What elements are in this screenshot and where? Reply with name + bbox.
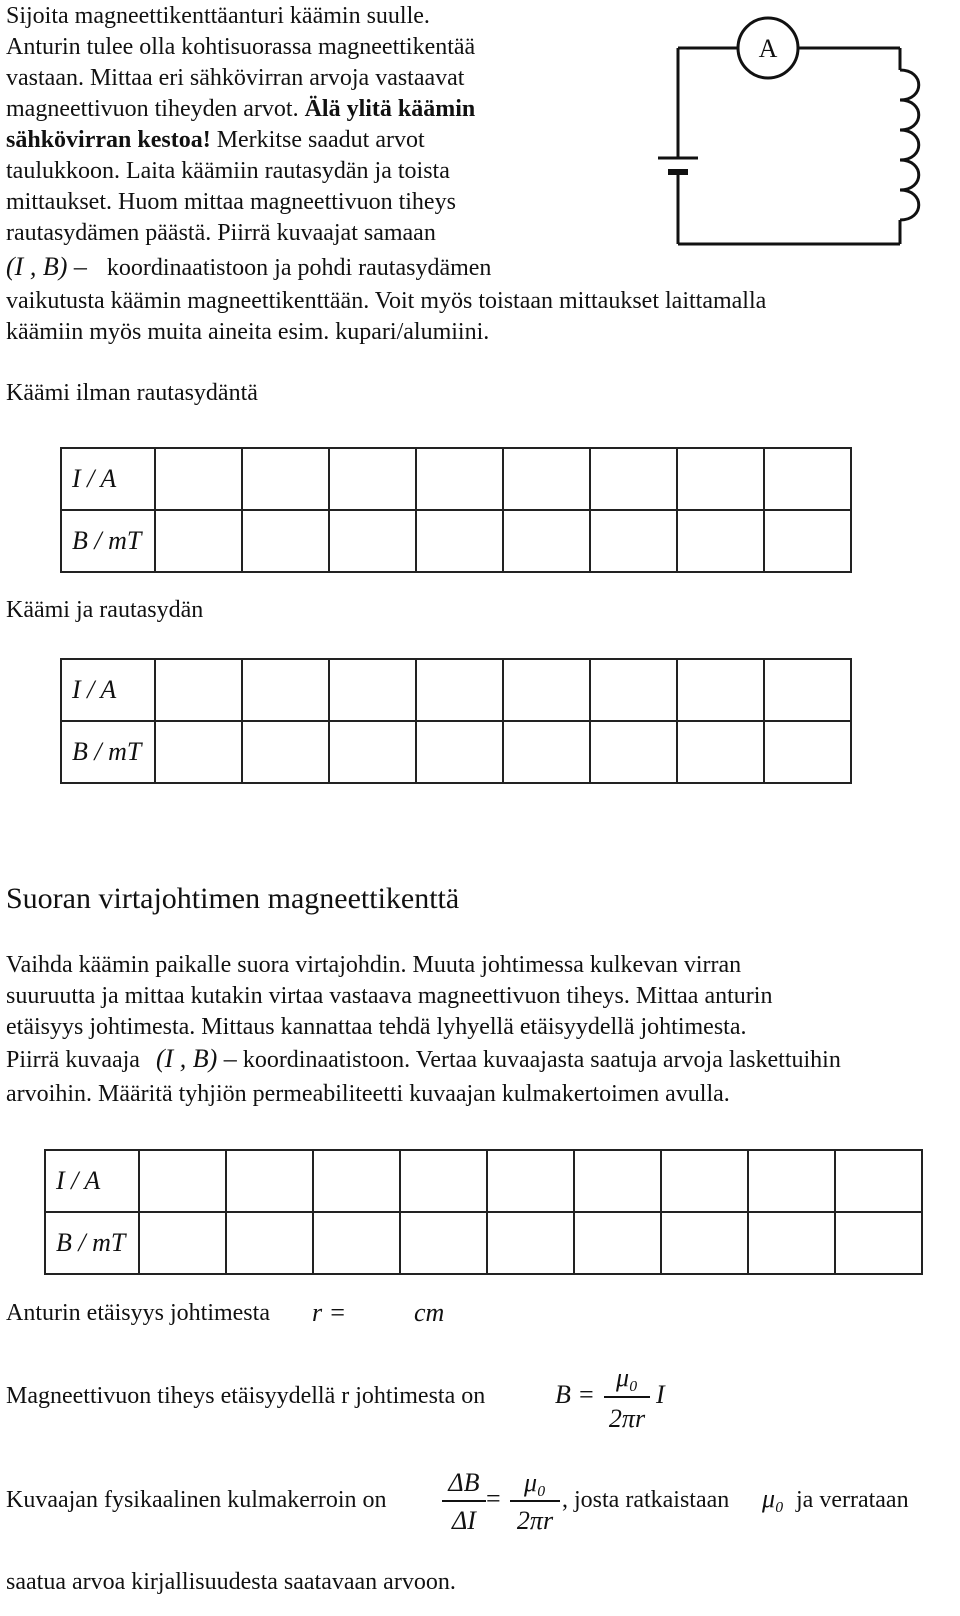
table3-cell[interactable] xyxy=(400,1150,487,1212)
intro-line-8: rautasydämen päästä. Piirrä kuvaajat samaan xyxy=(6,220,436,246)
section2-line-5: arvoihin. Määritä tyhjiön permeabiliteetti kuvaajan kulmakertoimen avulla. xyxy=(6,1081,730,1107)
table2-row-field xyxy=(61,721,851,783)
table3-cell[interactable] xyxy=(400,1212,487,1274)
plot-pair: (I , B) – xyxy=(155,1044,237,1073)
table3-cell[interactable] xyxy=(313,1212,400,1274)
intro-line-5 xyxy=(6,128,425,152)
section2-line-1: Vaihda käämin paikalle suora virtajohdin. Muuta johtimessa kulkevan virran xyxy=(6,952,742,978)
table3-cell[interactable] xyxy=(574,1212,661,1274)
table2-cell[interactable] xyxy=(416,659,503,721)
formula1-lhs: B = xyxy=(555,1380,595,1409)
formula2-mid: , josta ratkaistaan xyxy=(562,1487,730,1513)
table2-label-field: B / mT xyxy=(61,721,155,783)
table2-cell[interactable] xyxy=(242,721,329,783)
table2-cell[interactable] xyxy=(590,659,677,721)
table2-cell[interactable] xyxy=(503,659,590,721)
table3-row-current xyxy=(45,1150,922,1212)
table3-cell[interactable] xyxy=(487,1150,574,1212)
table1-cell[interactable] xyxy=(242,448,329,510)
formula2-denominator-2: 2πr xyxy=(516,1506,554,1535)
table3 xyxy=(44,1149,923,1275)
formula2-end: ja verrataan xyxy=(796,1487,909,1513)
ammeter-label: A xyxy=(758,34,778,63)
formula2-fraction-bar-1 xyxy=(442,1500,486,1502)
circuit-diagram xyxy=(650,8,950,253)
table1-cell[interactable] xyxy=(155,448,242,510)
intro-line-1: Sijoita magneettikenttäanturi käämin suulle. xyxy=(6,3,430,29)
formula1-numerator: μ₀ xyxy=(615,1363,639,1392)
table1-cell[interactable] xyxy=(416,448,503,510)
intro-line-10: vaikutusta käämin magneettikenttään. Voit myös toistaan mittaukset laittamalla xyxy=(6,288,767,314)
intro-line-2: Anturin tulee olla kohtisuorassa magneettikentää xyxy=(6,34,476,60)
table2-cell[interactable] xyxy=(416,721,503,783)
table2 xyxy=(60,658,852,784)
warning-part-2: sähkövirran kestoa! xyxy=(6,127,211,153)
formula1-fraction-bar xyxy=(604,1396,650,1398)
table1-caption: Käämi ilman rautasydäntä xyxy=(6,380,258,406)
intro-line-7: mittaukset. Huom mittaa magneettivuon tiheys xyxy=(6,189,456,215)
intro-line-3: vastaan. Mittaa eri sähkövirran arvoja vastaavat xyxy=(6,65,465,91)
table3-row-field xyxy=(45,1212,922,1274)
table2-cell[interactable] xyxy=(155,659,242,721)
plot-prefix: Piirrä kuvaaja xyxy=(6,1047,140,1073)
table1-cell[interactable] xyxy=(329,448,416,510)
coord-pair: (I , B) – xyxy=(6,252,87,281)
formula1-text: Magneettivuon tiheys etäisyydellä r johtimesta on xyxy=(6,1383,486,1409)
table1-cell[interactable] xyxy=(590,448,677,510)
table1-cell[interactable] xyxy=(590,510,677,572)
table2-cell[interactable] xyxy=(677,659,764,721)
table2-cell[interactable] xyxy=(155,721,242,783)
formula2-text: Kuvaajan fysikaalinen kulmakerroin on xyxy=(6,1487,387,1513)
table3-cell[interactable] xyxy=(226,1212,313,1274)
distance-text: Anturin etäisyys johtimesta xyxy=(6,1300,270,1326)
section2-title: Suoran virtajohtimen magneettikenttä xyxy=(6,882,460,915)
table3-label-field: B / mT xyxy=(45,1212,139,1274)
table3-cell[interactable] xyxy=(748,1212,835,1274)
table1-cell[interactable] xyxy=(155,510,242,572)
table2-cell[interactable] xyxy=(242,659,329,721)
warning-part-1: Älä ylitä käämin xyxy=(304,96,476,122)
table3-cell[interactable] xyxy=(748,1150,835,1212)
table1 xyxy=(60,447,852,573)
table3-cell[interactable] xyxy=(574,1150,661,1212)
intro-line-6: taulukkoon. Laita käämiin rautasydän ja toista xyxy=(6,158,450,184)
section2-line-3: etäisyys johtimesta. Mittaus kannattaa tehdä lyhyellä etäisyydellä johtimesta. xyxy=(6,1014,747,1040)
table2-cell[interactable] xyxy=(764,721,851,783)
table2-cell[interactable] xyxy=(590,721,677,783)
table1-cell[interactable] xyxy=(329,510,416,572)
table1-cell[interactable] xyxy=(677,510,764,572)
intro-line-4-text: magneettivuon tiheyden arvot. xyxy=(6,96,299,122)
table2-cell[interactable] xyxy=(764,659,851,721)
table1-row-field xyxy=(61,510,851,572)
formula1-denominator: 2πr xyxy=(608,1404,646,1433)
section2-line-2: suuruutta ja mittaa kutakin virtaa vastaava magneettivuon tiheys. Mittaa anturin xyxy=(6,983,773,1009)
table1-label-current: I / A xyxy=(61,448,155,510)
table1-cell[interactable] xyxy=(677,448,764,510)
coord-rest: koordinaatistoon ja pohdi rautasydämen xyxy=(106,255,492,281)
table2-cell[interactable] xyxy=(329,659,416,721)
distance-symbol: r = xyxy=(312,1298,347,1327)
table3-cell[interactable] xyxy=(487,1212,574,1274)
formula2-numerator-1: ΔB xyxy=(448,1468,480,1497)
table2-cell[interactable] xyxy=(503,721,590,783)
table1-cell[interactable] xyxy=(242,510,329,572)
table3-cell[interactable] xyxy=(661,1212,748,1274)
table1-cell[interactable] xyxy=(503,448,590,510)
table3-cell[interactable] xyxy=(835,1150,922,1212)
table3-label-current: I / A xyxy=(45,1150,139,1212)
table1-row-current xyxy=(61,448,851,510)
table3-cell[interactable] xyxy=(226,1150,313,1212)
table3-cell[interactable] xyxy=(313,1150,400,1212)
formula2-last-line: saatua arvoa kirjallisuudesta saatavaan arvoon. xyxy=(6,1569,456,1595)
formula2-fraction-bar-2 xyxy=(510,1500,560,1502)
table1-cell[interactable] xyxy=(416,510,503,572)
table2-caption: Käämi ja rautasydän xyxy=(6,597,204,623)
table3-cell[interactable] xyxy=(139,1150,226,1212)
table3-cell[interactable] xyxy=(139,1212,226,1274)
table3-cell[interactable] xyxy=(835,1212,922,1274)
table2-row-current xyxy=(61,659,851,721)
table1-cell[interactable] xyxy=(764,510,851,572)
intro-line-5-text: Merkitse saadut arvot xyxy=(210,127,425,153)
table1-label-field: B / mT xyxy=(61,510,155,572)
formula2-mu: μ₀ xyxy=(762,1484,785,1513)
section2-line-4 xyxy=(6,1046,841,1072)
intro-line-4 xyxy=(6,97,475,121)
intro-line-11: käämiin myös muita aineita esim. kupari/alumiini. xyxy=(6,319,490,345)
table2-cell[interactable] xyxy=(329,721,416,783)
table2-cell[interactable] xyxy=(677,721,764,783)
formula2-equals: = xyxy=(486,1484,501,1513)
table3-cell[interactable] xyxy=(661,1150,748,1212)
table1-cell[interactable] xyxy=(764,448,851,510)
distance-unit: cm xyxy=(414,1298,445,1327)
formula2-numerator-2: μ₀ xyxy=(523,1468,547,1497)
intro-line-9 xyxy=(6,254,491,280)
formula1-variable: I xyxy=(656,1380,665,1409)
plot-rest: koordinaatistoon. Vertaa kuvaajasta saatuja arvoja laskettuihin xyxy=(242,1047,841,1073)
table2-label-current: I / A xyxy=(61,659,155,721)
table1-cell[interactable] xyxy=(503,510,590,572)
formula2-denominator-1: ΔI xyxy=(452,1506,476,1535)
